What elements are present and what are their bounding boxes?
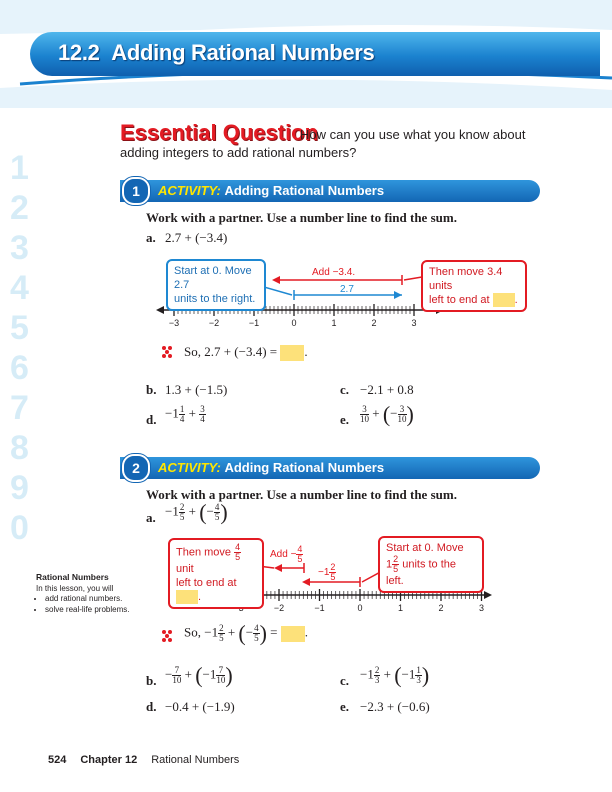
- whole: −1: [401, 666, 416, 682]
- sidebar-heading: Rational Numbers: [36, 572, 109, 582]
- denominator: 5: [393, 564, 399, 574]
- numerator: 2: [330, 562, 336, 572]
- answer-box[interactable]: [493, 293, 515, 307]
- list-item: • solve real-life problems.: [45, 604, 146, 615]
- numerator: 4: [214, 502, 220, 512]
- numerator: 7: [172, 666, 181, 676]
- numerator: 3: [200, 404, 205, 414]
- plus: +: [227, 624, 236, 640]
- activity-1-number: 1: [122, 177, 150, 205]
- callout-end-line-2: left to end at: [429, 294, 490, 306]
- list-item: • add rational numbers.: [45, 593, 146, 604]
- tick-label: 2: [371, 318, 377, 328]
- callout-line-1: Then move: [176, 546, 232, 559]
- whole: −1: [202, 666, 217, 682]
- add-label: Add −3.4.: [312, 267, 356, 278]
- whole: −1: [318, 567, 330, 579]
- essential-question-text-2: adding integers to add rational numbers?: [120, 145, 357, 160]
- number-line-2-labels: [224, 603, 494, 617]
- activity-2-title: [158, 460, 384, 475]
- numerator: 2: [374, 665, 380, 675]
- part-d-expr: [165, 405, 206, 424]
- numerator: 4: [254, 623, 259, 633]
- arrow-right-icon: [484, 591, 492, 599]
- sidebar-intro: In this lesson, you will: [36, 584, 114, 593]
- numerator: 3: [360, 405, 369, 415]
- tick-label: −2: [208, 318, 220, 328]
- part-a-expr: 2.7 + (−3.4): [165, 230, 228, 245]
- numeral: 0: [10, 509, 29, 547]
- distance-label: 2.7: [340, 284, 354, 295]
- conclusion-icon: [161, 345, 175, 359]
- denominator: 5: [254, 633, 259, 643]
- activity-1-instruction: Work with a partner. Use a number line to find the sum.: [146, 210, 457, 225]
- minus: −: [206, 503, 214, 519]
- part-a-label: a.: [146, 230, 156, 245]
- distance-label-2: [318, 563, 336, 582]
- denominator: 5: [214, 512, 220, 522]
- tick-label: −3: [168, 318, 180, 328]
- part-b-label: b.: [146, 382, 157, 397]
- callout-line-1: Start at 0. Move: [386, 542, 464, 554]
- section-number: 12.2: [58, 40, 100, 65]
- numeral: 5: [10, 309, 29, 347]
- part-e2-expr: −2.3 + (−0.6): [360, 699, 430, 714]
- section-title: Adding Rational Numbers: [111, 40, 375, 65]
- number-line-1-labels: [150, 318, 450, 332]
- callout-line-2: units to the left.: [386, 558, 457, 587]
- part-d-label: d.: [146, 412, 157, 427]
- essential-question-text: How can you use what you know about: [300, 127, 526, 142]
- part-c-label: c.: [340, 382, 350, 397]
- tick-label: 0: [357, 603, 363, 613]
- whole: −1: [204, 624, 219, 640]
- denominator: 10: [172, 675, 182, 685]
- numerator: 4: [297, 544, 303, 554]
- tick-label: 1: [397, 603, 403, 613]
- part-c2-expr: −1 $\frac{2}{3}$ + (−1 $\frac{1}{3}$ ): [360, 662, 430, 688]
- numeral: 1: [10, 149, 29, 187]
- part-d2-label: d.: [146, 699, 157, 714]
- activity-keyword: ACTIVITY:: [158, 183, 221, 198]
- activity-keyword: ACTIVITY:: [158, 460, 221, 475]
- plus: +: [372, 405, 380, 421]
- denominator: 5: [219, 633, 224, 643]
- essential-question-label: Essential Question: [120, 120, 319, 145]
- sidebar-note: [36, 572, 146, 615]
- page-footer: [48, 754, 239, 766]
- callout-end-2: Then move $\frac{4}{5}$ unit left to end at .: [168, 538, 264, 609]
- denominator: 4: [200, 414, 205, 424]
- denominator: 10: [397, 414, 407, 424]
- so-prefix: So,: [184, 624, 201, 640]
- activity-2-instruction: Work with a partner. Use a number line to find the sum.: [146, 487, 457, 502]
- denominator: 10: [360, 414, 369, 424]
- numeral: 7: [10, 389, 29, 427]
- page-title: [58, 40, 374, 66]
- numerator: 1: [416, 665, 421, 675]
- part-b2-label: b.: [146, 673, 157, 688]
- minus: −: [390, 405, 398, 421]
- part-c-expr: −2.1 + 0.8: [360, 382, 414, 397]
- plus: +: [184, 666, 192, 682]
- tick-label: −2: [273, 603, 285, 613]
- part-e-expr: $\frac{3}{10}$ + (− $\frac{3}{10}$ ): [360, 401, 414, 427]
- numerator: 2: [179, 502, 185, 512]
- denominator: 3: [416, 675, 421, 685]
- part-c2-label: c.: [340, 673, 350, 688]
- move-arrow-head: [394, 291, 402, 299]
- add-label-2: [270, 545, 303, 564]
- callout-start-2: [378, 536, 484, 593]
- add-arrow-head: [274, 564, 282, 572]
- activity-2-number: 2: [122, 454, 150, 482]
- answer-box[interactable]: [281, 626, 305, 642]
- tick-label: −1: [314, 603, 325, 613]
- part-e-label: e.: [340, 412, 350, 427]
- equals: =: [270, 624, 278, 640]
- denominator: 5: [330, 572, 336, 582]
- numerator: 4: [235, 542, 241, 552]
- sidebar-list: [36, 593, 146, 615]
- numeral: 8: [10, 429, 29, 467]
- callout-unit: unit: [176, 563, 194, 575]
- part-b-expr: 1.3 + (−1.5): [165, 382, 228, 397]
- part-e2-label: e.: [340, 699, 350, 714]
- callout-start-line-2: units to the right.: [174, 293, 256, 305]
- activity-1-conclusion: So, 2.7 + (−3.4) = .: [184, 344, 308, 361]
- whole: −1: [165, 405, 179, 421]
- numeral: 6: [10, 349, 29, 387]
- add-text: Add −: [270, 549, 297, 561]
- chapter-title: Rational Numbers: [151, 754, 240, 766]
- tick-label: 0: [291, 318, 297, 328]
- numeral: 4: [10, 269, 29, 307]
- conclusion-icon: [161, 629, 175, 643]
- activity-1-title: [158, 183, 384, 198]
- whole: 1: [386, 558, 393, 571]
- numerator: 2: [219, 623, 224, 633]
- page-number: 524: [48, 754, 67, 766]
- numeral: 9: [10, 469, 29, 507]
- denominator: 4: [179, 414, 185, 424]
- add-arrow-head: [272, 276, 280, 284]
- tick-label: 3: [478, 603, 484, 613]
- numerals-watermark: [10, 148, 50, 548]
- denominator: 10: [216, 675, 226, 685]
- part-d2-expr: −0.4 + (−1.9): [165, 699, 235, 714]
- part-a2-label: a.: [146, 510, 156, 525]
- chapter-label: Chapter 12: [80, 754, 138, 766]
- whole: −1: [360, 666, 374, 682]
- denominator: 5: [297, 554, 303, 564]
- numerator: 3: [398, 405, 407, 415]
- numerator: 1: [179, 404, 185, 414]
- numeral: 3: [10, 229, 29, 267]
- minus: −: [245, 624, 254, 640]
- header: [0, 0, 612, 108]
- plus: +: [383, 666, 391, 682]
- whole: −1: [165, 503, 179, 519]
- part-a2-expr: −1 $\frac{2}{5}$ + (− $\frac{4}{5}$ ): [165, 499, 228, 525]
- denominator: 5: [235, 552, 241, 562]
- plus: +: [188, 405, 196, 421]
- callout-start: [166, 259, 266, 311]
- numerator: 7: [216, 666, 225, 676]
- part-b2-expr: − $\frac{7}{10}$ + (−1 $\frac{7}{10}$ ): [165, 662, 233, 688]
- activity-2-conclusion: So, −1 $\frac{2}{5}$ + (− $\frac{4}{5}$ ) = .: [184, 620, 309, 646]
- callout-start-line-1: Start at 0. Move 2.7: [174, 265, 252, 291]
- move-arrow-head: [302, 578, 310, 586]
- tick-label: 1: [331, 318, 337, 328]
- conclusion-text: So, 2.7 + (−3.4) =: [184, 344, 278, 359]
- denominator: 3: [374, 675, 380, 685]
- callout-end-line-1: Then move 3.4 units: [429, 266, 503, 292]
- activity-title-text: Adding Rational Numbers: [224, 460, 385, 475]
- callout-line-2: left to end at: [176, 577, 237, 589]
- answer-box[interactable]: [280, 345, 304, 361]
- numerator: 2: [393, 554, 399, 564]
- numeral: 2: [10, 189, 29, 227]
- activity-title-text: Adding Rational Numbers: [224, 183, 385, 198]
- denominator: 5: [179, 512, 185, 522]
- answer-box[interactable]: [176, 590, 198, 604]
- tick-label: 3: [411, 318, 417, 328]
- minus: −: [165, 666, 173, 682]
- arrow-left-icon: [156, 306, 164, 314]
- plus: +: [188, 503, 196, 519]
- tick-label: 2: [438, 603, 444, 613]
- callout-end: Then move 3.4 units left to end at .: [421, 260, 527, 312]
- tick-label: −1: [248, 318, 260, 328]
